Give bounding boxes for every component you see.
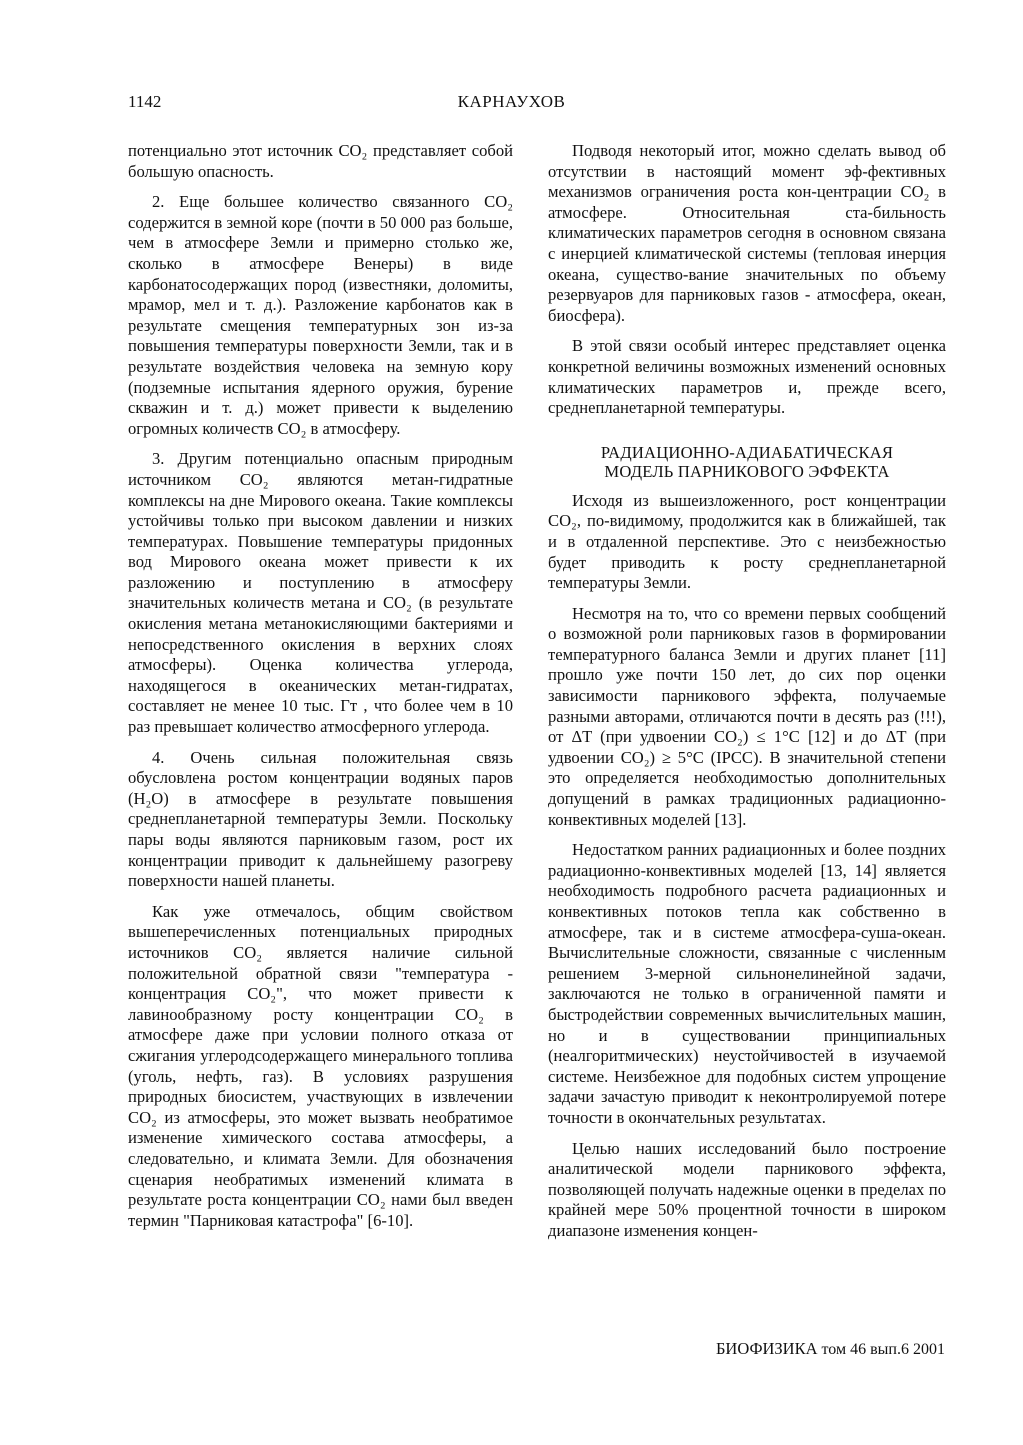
section-heading-line: МОДЕЛЬ ПАРНИКОВОГО ЭФФЕКТА — [604, 461, 890, 481]
paragraph: Недостатком ранних радиационных и более поздних радиационно-конвективных моделей [13, 14] является необходимость подробного расчета радиационных и конвективных потоков тепла как собственно в атмосфере, так и в системе атмосфера-суша-океан. Вычислительные сложности, связанные с численным решением 3-мерной сильнонелинейной задачи, заключаются не только в ограниченной памяти и быстродействии современных вычислительных машин, но и в существовании принципиальных (неалгоритмических) неустойчивостей в изучаемой системе. Неизбежное для подобных систем упрощение задачи зачастую приводит к неконтролируемой потере точности в окончательных результатах. — [548, 840, 946, 1127]
section-heading-line: РАДИАЦИОННО-АДИАБАТИЧЕСКАЯ — [600, 442, 894, 462]
left-column — [128, 141, 513, 1241]
paragraph: 4. Очень сильная положительная связь обусловлена ростом концентрации водяных паров (H₂O) в атмосфере в результате повышения среднепланетарной температуры Земли. Поскольку пары воды являются парниковым газом, рост их концентрации приводит к дальнейшему разогреву поверхности нашей планеты. — [128, 747, 513, 891]
right-column — [548, 141, 946, 1252]
paragraph: потенциально этот источник CO₂ представляет собой большую опасность. — [128, 141, 513, 181]
journal-name: БИОФИЗИКА — [715, 1339, 818, 1358]
paragraph: В этой связи особый интерес представляет оценка конкретной величины возможных изменений основных климатических параметров и, прежде всего, среднепланетарной температуры. — [548, 336, 946, 418]
paragraph: 3. Другим потенциально опасным природным источником CO₂ являются метан-гидратные комплексы на дне Мирового океана. Такие комплексы устойчивы только при высоком давлении и низких температурах. Повышение температуры придонных вод Мирового океана может привести к их разложению и поступлению в атмосферу значительных количеств метана и CO₂ (в результате окисления метана метанокисляющими бактериями и непосредственного окисления в верхних слоях атмосферы). Оценка количества углерода, находящегося в океанических метан-гидратах, составляет не менее 10 тыс. Гт , что более чем в 10 раз превышает количество атмосферного углерода. — [128, 449, 513, 737]
volume-number: 46 — [850, 1341, 867, 1358]
section-heading — [548, 443, 946, 481]
journal-footer — [716, 1339, 945, 1359]
page-number: 1142 — [128, 92, 162, 111]
issue-label: вып.6 — [870, 1341, 909, 1358]
paragraph: Целью наших исследований было построение аналитической модели парникового эффекта, позволяющей получать надежные оценки в пределах по крайней мере 50% процентной точности в широком диапазоне изменения концен- — [548, 1138, 946, 1240]
paragraph: Как уже отмечалось, общим свойством вышеперечисленных потенциальных природных источников CO₂ является наличие сильной положительной обратной связи "температура - концентрация CO₂", что может привести к лавинообразному росту концентрации CO₂ в атмосфере даже при условии полного отказа от сжигания углеродсодержащего минерального топлива (уголь, нефть, газ). В условиях разрушения природных биосистем, участвующих в извлечении CO₂ из атмосферы, это может вызвать необратимое изменение химического состава атмосферы, а следовательно, и климата Земли. Для обозначения сценария необратимых изменений климата в результате роста концентрации CO₂ нами был введен термин "Парниковая катастрофа" [6-10]. — [128, 901, 513, 1230]
running-head: КАРНАУХОВ — [457, 92, 566, 111]
paragraph: 2. Еще большее количество связанного CO₂ содержится в земной коре (почти в 50 000 раз больше, чем в атмосфере Земли и примерно столько же, сколько в атмосфере Венеры) в виде карбонатосодержащих пород (известняки, доломиты, мрамор, мел и т. д.). Разложение карбонатов как в результате смещения температурных зон из-за повышения температуры поверхности Земли, так и в результате воздействия человека на земную кору (подземные испытания ядерного оружия, бурение скважин и т. д.) может привести к выделению огромных количеств CO₂ в атмосферу. — [128, 192, 513, 438]
year: 2001 — [913, 1341, 945, 1358]
paragraph: Подводя некоторый итог, можно сделать вывод об отсутствии в настоящий момент эф-фективных механизмов ограничения роста кон-центрации CO₂ в атмосфере. Относительная ста-бильность климатических параметров сегодня в основном связана с инерцией климатической системы (тепловая инерция океана, существо-вание значительных по объему резервуаров для парниковых газов - атмосфера, океан, биосфера). — [548, 141, 946, 325]
paragraph: Несмотря на то, что со времени первых сообщений о возможной роли парниковых газов в формировании температурного баланса Земли и других планет [11] прошло уже почти 150 лет, до сих пор оценки зависимости парникового эффекта, получаемые разными авторами, отличаются почти в десять раз (!!!), от ΔT (при удвоении CO₂) ≤ 1°C [12] и до ΔT (при удвоении CO₂) ≥ 5°C (IPCC). В значительной степени это определяется необходимостью дополнительных допущений в рамках традиционных радиационно-конвективных моделей [13]. — [548, 603, 946, 829]
volume-label: том — [821, 1341, 847, 1358]
paragraph: Исходя из вышеизложенного, рост концентрации CO₂, по-видимому, продолжится как в ближайшей, так и в отдаленной перспективе. Это с неизбежностью будет приводить к росту среднепланетарной температуры Земли. — [548, 490, 946, 593]
